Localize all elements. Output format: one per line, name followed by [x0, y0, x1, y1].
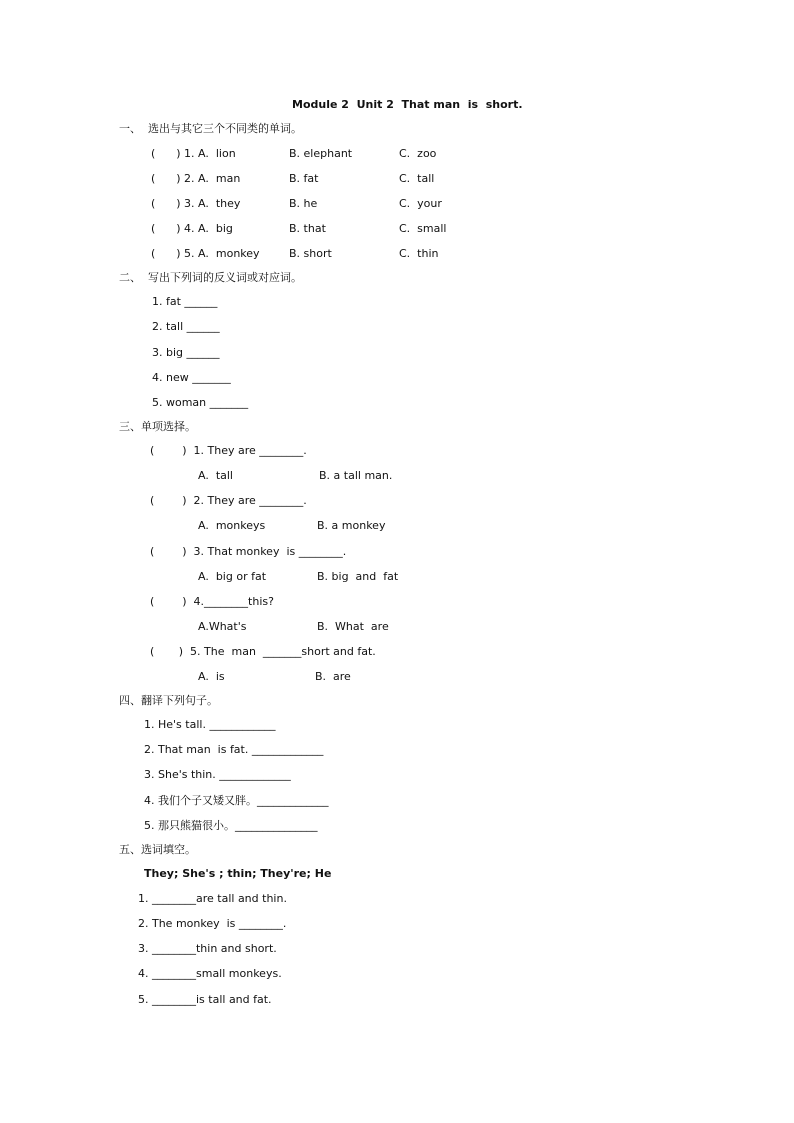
- s1-option-c: C. zoo: [399, 147, 437, 160]
- s3-option-b: B. What are: [317, 620, 389, 633]
- section-5-heading: 五、选词填空。: [119, 843, 196, 856]
- s4-item: 1. He's tall. ____________: [144, 718, 276, 731]
- s3-option-a: A. is: [198, 670, 225, 683]
- s1-row: ( ) 5. A. monkey: [151, 247, 260, 260]
- s2-item: 2. tall ______: [152, 320, 220, 333]
- s3-question: ( ) 1. They are ________.: [150, 444, 307, 457]
- word-bank: They; She's ; thin; They're; He: [144, 867, 332, 880]
- section-3-heading: 三、单项选择。: [119, 420, 196, 433]
- page-title: Module 2 Unit 2 That man is short.: [292, 98, 523, 111]
- s2-item: 3. big ______: [152, 346, 220, 359]
- s1-row: ( ) 1. A. lion: [151, 147, 236, 160]
- section-2-heading: 二、 写出下列词的反义词或对应词。: [119, 271, 302, 284]
- s4-item: 2. That man is fat. _____________: [144, 743, 324, 756]
- s4-item: 5. 那只熊猫很小。_______________: [144, 819, 318, 832]
- s1-option-c: C. thin: [399, 247, 439, 260]
- s3-option-a: A.What's: [198, 620, 247, 633]
- s3-question: ( ) 5. The man _______short and fat.: [150, 645, 376, 658]
- s3-question: ( ) 3. That monkey is ________.: [150, 545, 347, 558]
- s1-option-b: B. short: [289, 247, 332, 260]
- s2-item: 5. woman _______: [152, 396, 249, 409]
- s5-item: 1. ________are tall and thin.: [138, 892, 287, 905]
- s5-item: 2. The monkey is ________.: [138, 917, 287, 930]
- s3-option-b: B. big and fat: [317, 570, 399, 583]
- s1-option-b: B. elephant: [289, 147, 353, 160]
- s1-option-b: B. he: [289, 197, 318, 210]
- s3-option-b: B. a tall man.: [319, 469, 393, 482]
- s1-row: ( ) 2. A. man: [151, 172, 241, 185]
- s3-question: ( ) 4.________this?: [150, 595, 274, 608]
- s2-item: 4. new _______: [152, 371, 231, 384]
- s3-option-b: B. a monkey: [317, 519, 386, 532]
- section-1-heading: 一、 选出与其它三个不同类的单词。: [119, 122, 302, 135]
- s3-option-a: A. tall: [198, 469, 233, 482]
- s1-option-b: B. fat: [289, 172, 319, 185]
- s1-row: ( ) 4. A. big: [151, 222, 233, 235]
- s1-row: ( ) 3. A. they: [151, 197, 241, 210]
- s3-option-a: A. big or fat: [198, 570, 267, 583]
- s2-item: 1. fat ______: [152, 295, 218, 308]
- s1-option-c: C. your: [399, 197, 442, 210]
- s1-option-c: C. tall: [399, 172, 435, 185]
- s4-item: 3. She's thin. _____________: [144, 768, 291, 781]
- s5-item: 5. ________is tall and fat.: [138, 993, 272, 1006]
- s1-option-b: B. that: [289, 222, 326, 235]
- s3-option-b: B. are: [315, 670, 351, 683]
- s4-item: 4. 我们个子又矮又胖。_____________: [144, 794, 329, 807]
- s5-item: 4. ________small monkeys.: [138, 967, 282, 980]
- s3-option-a: A. monkeys: [198, 519, 266, 532]
- s5-item: 3. ________thin and short.: [138, 942, 277, 955]
- s3-question: ( ) 2. They are ________.: [150, 494, 307, 507]
- section-4-heading: 四、翻译下列句子。: [119, 694, 218, 707]
- s1-option-c: C. small: [399, 222, 447, 235]
